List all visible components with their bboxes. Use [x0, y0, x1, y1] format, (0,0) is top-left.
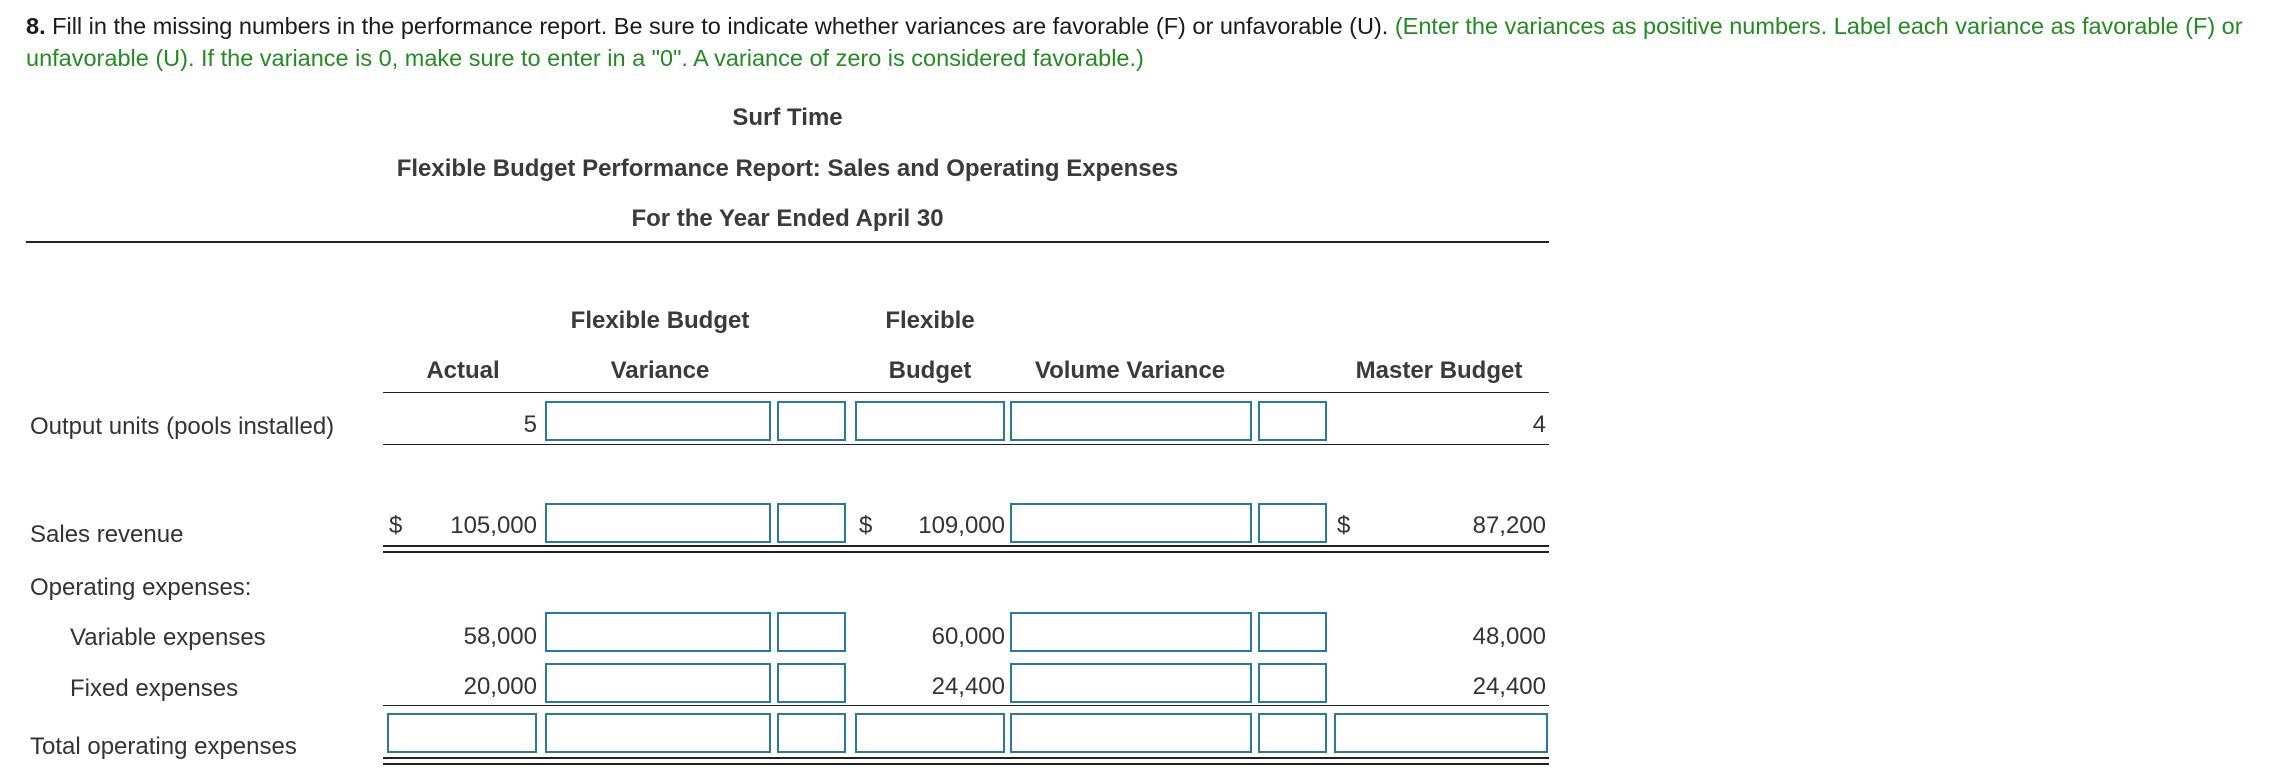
sales-flexible-dollar: $ [859, 512, 873, 539]
sales-revenue-double-underline [383, 545, 1549, 553]
variable-expenses-flexible: 60,000 [931, 623, 1005, 650]
question-hint: (Enter the variances as positive numbers. Label each variance as favorable (F) or unfavorable (U). If the variance is 0, make sure to enter in a "0". A variance of zero is considered favorable.) [26, 13, 2243, 71]
header-actual: Actual [426, 357, 500, 384]
report-title: Flexible Budget Performance Report: Sales and Operating Expenses [396, 155, 1179, 182]
header-flex-variance-line2: Variance [610, 357, 710, 384]
question-text: Fill in the missing numbers in the performance report. Be sure to indicate whether variances are favorable (F) or unfavorable (U). [45, 13, 1389, 39]
report-period: For the Year Ended April 30 [631, 205, 944, 232]
header-flexible-budget-line2: Budget [888, 357, 972, 384]
header-master-budget: Master Budget [1355, 357, 1523, 384]
output-units-divider [383, 444, 1549, 445]
company-name: Surf Time [732, 104, 843, 131]
row-label-total-operating-expenses: Total operating expenses [30, 733, 297, 760]
total-operating-expenses-flex-variance-fu-input[interactable] [777, 713, 846, 753]
output-units-master: 4 [1532, 411, 1546, 438]
output-units-flex-variance-input[interactable] [545, 401, 771, 441]
row-label-sales-revenue: Sales revenue [30, 521, 184, 548]
fixed-expenses-master: 24,400 [1472, 673, 1546, 700]
variable-expenses-master: 48,000 [1472, 623, 1546, 650]
sales-revenue-master: 87,200 [1472, 512, 1546, 539]
row-label-output-units: Output units (pools installed) [30, 413, 335, 440]
sales-actual-dollar: $ [389, 512, 403, 539]
output-units-flexible-budget-input[interactable] [855, 401, 1005, 441]
variable-expenses-volume-variance-input[interactable] [1010, 612, 1252, 652]
sales-revenue-volume-variance-fu-input[interactable] [1258, 503, 1327, 543]
total-operating-expenses-volume-variance-input[interactable] [1010, 713, 1252, 753]
row-label-fixed-expenses: Fixed expenses [70, 675, 239, 702]
header-flex-variance-line1: Flexible Budget [570, 307, 750, 334]
sales-revenue-flex-variance-input[interactable] [545, 503, 771, 543]
sales-master-dollar: $ [1337, 512, 1351, 539]
variable-expenses-actual: 58,000 [463, 623, 537, 650]
total-operating-expenses-master-input[interactable] [1334, 713, 1548, 753]
title-divider [26, 241, 1549, 243]
variable-expenses-flex-variance-input[interactable] [545, 612, 771, 652]
header-volume-variance: Volume Variance [1034, 357, 1226, 384]
sales-revenue-flex-variance-fu-input[interactable] [777, 503, 846, 543]
sales-revenue-volume-variance-input[interactable] [1010, 503, 1252, 543]
header-divider [383, 392, 1549, 393]
row-label-operating-expenses: Operating expenses: [30, 574, 252, 601]
sales-revenue-flexible: 109,000 [918, 512, 1005, 539]
question-instructions [26, 10, 2266, 74]
row-label-variable-expenses: Variable expenses [70, 624, 266, 651]
header-flexible-budget-line1: Flexible [885, 307, 975, 334]
total-operating-expenses-flex-variance-input[interactable] [545, 713, 771, 753]
fixed-expenses-flexible: 24,400 [931, 673, 1005, 700]
total-operating-expenses-flexible-input[interactable] [855, 713, 1005, 753]
fixed-expenses-flex-variance-fu-input[interactable] [777, 663, 846, 703]
fixed-expenses-flex-variance-input[interactable] [545, 663, 771, 703]
variable-expenses-flex-variance-fu-input[interactable] [777, 612, 846, 652]
question-number: 8. [26, 13, 46, 39]
output-units-volume-variance-fu-input[interactable] [1258, 401, 1327, 441]
total-double-underline [383, 757, 1549, 765]
output-units-actual: 5 [523, 411, 537, 438]
output-units-flex-variance-fu-input[interactable] [777, 401, 846, 441]
total-operating-expenses-volume-variance-fu-input[interactable] [1258, 713, 1327, 753]
fixed-expenses-volume-variance-input[interactable] [1010, 663, 1252, 703]
variable-expenses-volume-variance-fu-input[interactable] [1258, 612, 1327, 652]
sales-revenue-actual: 105,000 [450, 512, 537, 539]
fixed-expenses-divider [383, 705, 1549, 706]
total-operating-expenses-actual-input[interactable] [387, 713, 537, 753]
fixed-expenses-actual: 20,000 [463, 673, 537, 700]
fixed-expenses-volume-variance-fu-input[interactable] [1258, 663, 1327, 703]
output-units-volume-variance-input[interactable] [1010, 401, 1252, 441]
